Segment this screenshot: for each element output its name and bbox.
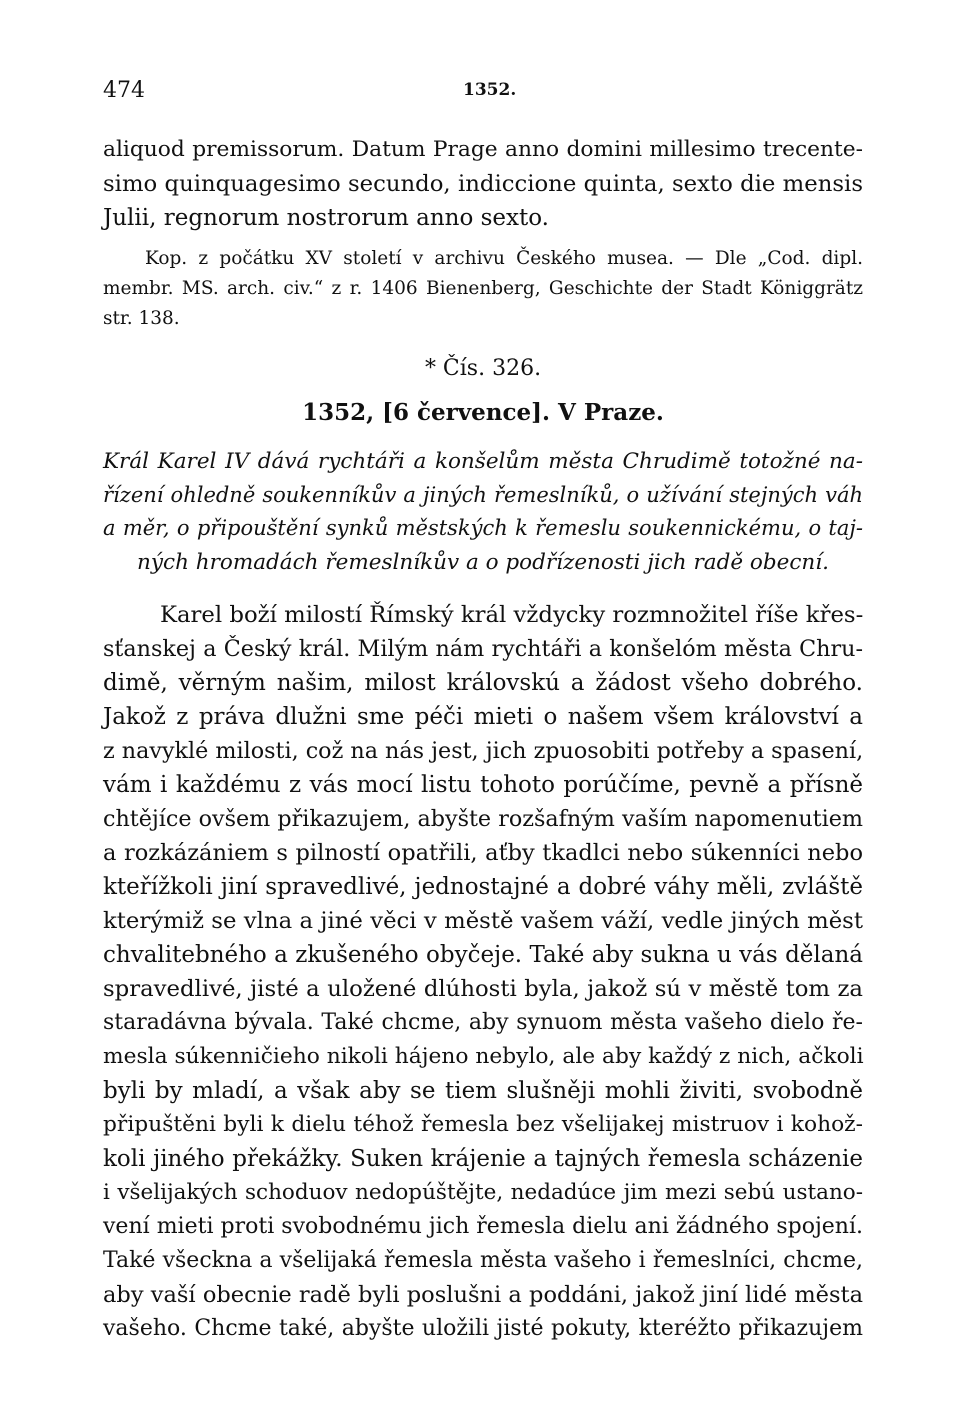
body-line: kteřížkoli jiní spravedlivé, jednostajné a dobré váhy měli, zvláště (103, 874, 863, 900)
body-line: vám i každému z vás mocí listu tohoto porúčíme, pevně a přísně (103, 772, 863, 798)
body-line: Jakož z práva dlužni sme péči mieti o našem všem království a (103, 704, 863, 730)
body-line: byli by mladí, a však aby se tiem slušněji mohli živiti, svobodně (103, 1078, 863, 1104)
body-line: a rozkázániem s pilností opatřili, aťby tkadlci nebo súkenníci nebo (103, 840, 863, 866)
body-line: kterýmiž se vlna a jiné věci v městě vašem váží, vedle jiných měst (103, 908, 863, 934)
body-line: z navyklé milosti, což na nás jest, jich zpuosobiti potřeby a spasení, (103, 738, 864, 764)
source-note-line: Kop. z počátku XV století v archivu Českého musea. — Dle „Cod. dipl. (145, 248, 863, 269)
body-line: i všelijakých schoduov nedopúštějte, nedadúce jim mezi sebú ustano- (103, 1180, 863, 1205)
body-line: vašeho. Chcme také, abyšte uložili jisté pokuty, kteréžto přikazujem (103, 1316, 863, 1341)
body-line: sťanskej a Český král. Milým nám rychtáři a konšelóm města Chru- (103, 636, 863, 662)
body-line: spravedlivé, jisté a uložené dlúhosti byla, jakož sú v městě tom za (103, 976, 863, 1002)
body-line: chvalitebného a zkušeného obyčeje. Také aby sukna u vás dělaná (103, 942, 863, 968)
document-dateline: 1352, [6 července]. V Praze. (302, 399, 664, 426)
body-line: připuštěni byli k dielu téhož řemesla bez všelijakej mistruov i kohož- (103, 1112, 863, 1137)
page-number: 474 (103, 78, 145, 103)
regest-line: ných hromadách řemeslníkův a o podřízenosti jich radě obecní. (137, 550, 829, 575)
body-line: staradávna bývala. Také chcme, aby synuom města vašeho dielo ře- (103, 1010, 863, 1035)
regest-line: řízení ohledně soukenníkův a jiných řemeslníků, o užívání stejných váh (103, 483, 863, 507)
text-line: Julii, regnorum nostrorum anno sexto. (103, 205, 549, 231)
body-line: koli jiného překážky. Suken krájenie a tajných řemesla scházenie (103, 1146, 863, 1172)
body-line: vení mieti proti svobodnému jich řemesla dielu ani žádného spojení. (103, 1214, 863, 1239)
running-head-year: 1352. (463, 80, 517, 100)
regest-line: Král Karel IV dává rychtáři a konšelům města Chrudimě totožné na- (103, 449, 863, 474)
page-header (103, 78, 863, 108)
body-line: Také všeckna a všelijaká řemesla města vašeho i řemeslníci, chcme, (103, 1248, 863, 1273)
text-line: simo quinquagesimo secundo, indiccione quinta, sexto die mensis (103, 171, 863, 197)
body-line: Karel boží milostí Římský král vždycky rozmnožitel říše křes- (160, 602, 864, 628)
text-line: aliquod premissorum. Datum Prage anno domini millesimo trecente- (103, 137, 863, 162)
document-number: * Čís. 326. (424, 356, 542, 381)
body-line: mesla súkenničieho nikoli hájeno nebylo, ale aby každý z nich, ačkoli (103, 1044, 864, 1069)
body-line: chtějíce ovšem přikazujem, abyšte rozšafným vaším napomenutiem (103, 806, 863, 832)
source-note-line: membr. MS. arch. civ.“ z r. 1406 Bienenberg, Geschichte der Stadt Königgrätz (103, 278, 863, 299)
body-line: dimě, věrným našim, milost královskú a žádost všeho dobrého. (103, 670, 863, 696)
body-line: aby vaší obecnie radě byli poslušni a poddáni, jakož jiní lidé města (103, 1282, 863, 1308)
regest-line: a měr, o připouštění synků městských k řemeslu soukennickému, o taj- (103, 516, 863, 540)
source-note-line: str. 138. (103, 308, 180, 329)
